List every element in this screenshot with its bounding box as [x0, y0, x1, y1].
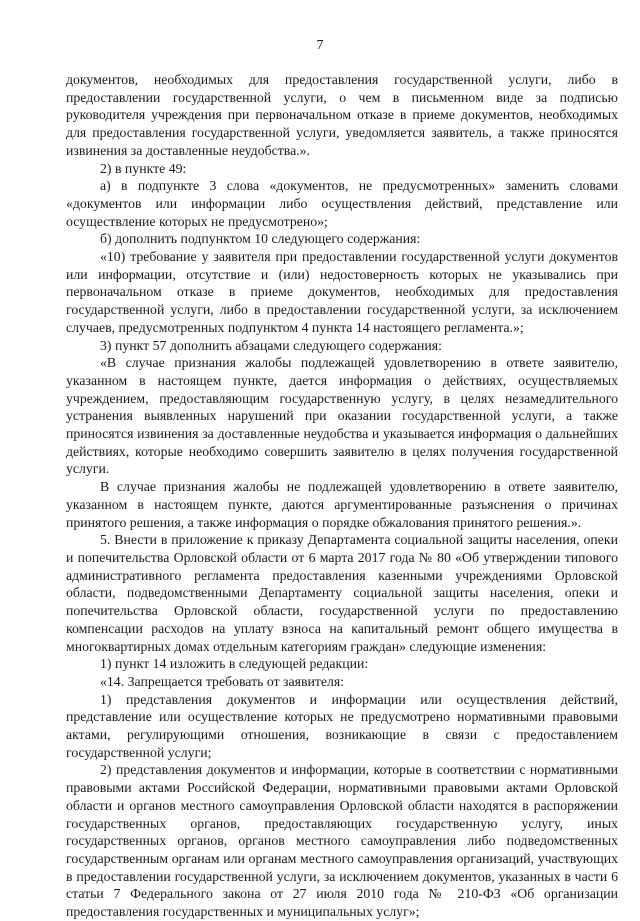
paragraph-item-5: 5. Внести в приложение к приказу Департамента социальной защиты населения, опеки и попечительства Орловской области от 6 марта 2017 года № 80 «Об утверждении типового административного регламента предоставления казенными учреждениями Орловской области, подведомственными Департаменту социальной защиты населения, опеки и попечительства Орловской области, государственной услуги по предоставлению компенсации расходов на уплату взноса на капитальный ремонт общего имущества в многоквартирных домах отдельным категориям граждан» следующие изменения: — [66, 532, 618, 654]
paragraph-quote-10: «10) требование у заявителя при предоставлении государственной услуги документов или информации, отсутствие и (или) недостоверность которых не указывались при первоначальном отказе в приеме документов, необходимых для предоставления государственной услуги, либо в предоставлении государственной услуги, за исключением случаев, предусмотренных подпунктом 4 пункта 14 настоящего регламента.»; — [66, 249, 618, 335]
paragraph-clause-14-2: 2) представления документов и информации, которые в соответствии с нормативными правовыми актами Российской Федерации, нормативными правовыми актами Орловской области и органов местного самоуправления Орловской области находятся в распоряжении государственных органов, предоставляющих государственную услугу, иных государственных органов, органов местного самоуправления либо подведомственных государственным органам или органам местного самоуправления организаций, участвующих в предоставлении государственной услуги, за исключением документов, указанных в части 6 статьи 7 Федерального закона от 27 июля 2010 года № 210-ФЗ «Об организации предоставления государственных и муниципальных услуг»; — [66, 762, 618, 920]
paragraph-continuation: документов, необходимых для предоставления государственной услуги, либо в предоставлении государственной услуги, о чем в письменном виде за подписью руководителя учреждения при первоначальном отказе в приеме документов, необходимых для предоставления государственной услуги, уведомляется заявитель, а также приносятся извинения за доставленные неудобства.». — [66, 72, 618, 158]
document-body — [66, 71, 618, 921]
page-number: 7 — [316, 38, 324, 53]
paragraph-subitem-b: б) дополнить подпунктом 10 следующего содержания: — [100, 231, 421, 247]
paragraph-item-2: 2) в пункте 49: — [100, 160, 187, 176]
paragraph-clause-14-1: 1) представления документов и информации или осуществления действий, представление или осуществление которых не предусмотрено нормативными правовыми актами, регулирующими отношения, возникающие в связи с предоставлением государственной услуги; — [66, 691, 618, 760]
paragraph-complaint-rejected: В случае признания жалобы не подлежащей удовлетворению в ответе заявителю, указанном в настоящем пункте, даются аргументированные разъяснения о причинах принятого решения, а также информация о порядке обжалования принятого решения.». — [66, 479, 618, 530]
paragraph-subitem-1: 1) пункт 14 изложить в следующей редакции: — [100, 656, 369, 672]
paragraph-clause-14: «14. Запрещается требовать от заявителя: — [100, 673, 345, 689]
paragraph-item-3: 3) пункт 57 дополнить абзацами следующего содержания: — [100, 337, 442, 353]
paragraph-complaint-satisfied: «В случае признания жалобы подлежащей удовлетворению в ответе заявителю, указанном в настоящем пункте, дается информация о действиях, осуществляемых учреждением, предоставляющим государственную услугу, в целях незамедлительного устранения выявленных нарушений при оказании государственной услуги, а также приносятся извинения за доставленные неудобства и указывается информация о дальнейших действиях, которые необходимо совершить заявителю в целях получения государственной услуги. — [66, 355, 618, 477]
paragraph-subitem-a: а) в подпункте 3 слова «документов, не предусмотренных» заменить словами «документов или информации либо осуществления действий, представление или осуществление которых не предусмотрено»; — [66, 178, 618, 229]
